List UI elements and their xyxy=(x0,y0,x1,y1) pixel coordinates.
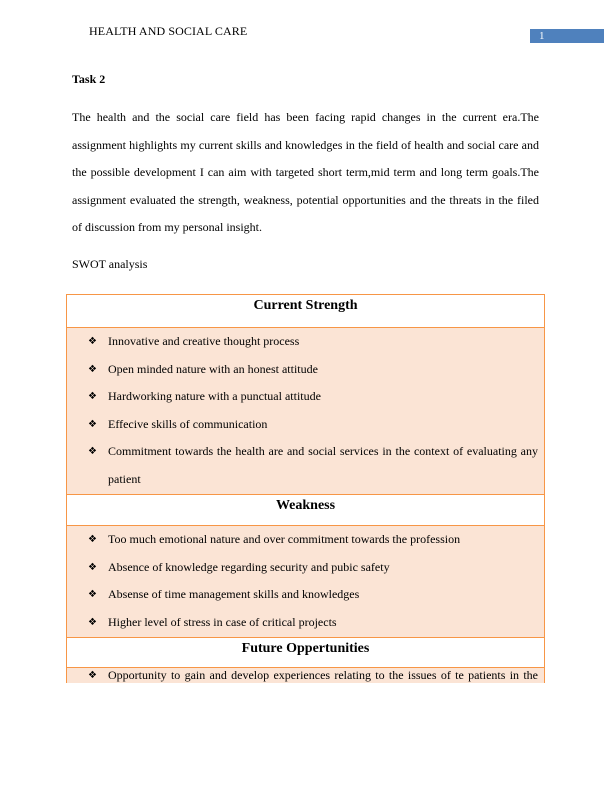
diamond-bullet-icon: ❖ xyxy=(88,561,97,573)
swot-table xyxy=(66,294,545,683)
intro-paragraph: The health and the social care field has been facing rapid changes in the current era.The assignment highlights my current skills and knowledges in the field of health and social care and the possible development I can aim with targeted short term,mid term and long term goals.The assignment evaluated the strength, weakness, potential opportunities and the threats in the filed of discussion from my personal insight. xyxy=(72,110,539,235)
list-item: ❖ Higher level of stress in case of critical projects xyxy=(67,609,544,637)
list-item: ❖ Absence of knowledge regarding security and pubic safety xyxy=(67,554,544,582)
diamond-bullet-icon: ❖ xyxy=(88,446,97,458)
diamond-bullet-icon: ❖ xyxy=(88,336,97,347)
diamond-bullet-icon: ❖ xyxy=(88,670,97,681)
diamond-bullet-icon: ❖ xyxy=(88,534,97,545)
list-item: ❖ Commitment towards the health are and social services in the context of evaluating any patient xyxy=(67,438,544,493)
list-item: ❖ Effecive skills of communication xyxy=(67,411,544,439)
opportunities-list xyxy=(67,668,544,683)
list-item: ❖ Innovative and creative thought process xyxy=(67,328,544,356)
diamond-bullet-icon: ❖ xyxy=(88,616,97,628)
opportunities-heading: Future Oppertunities xyxy=(67,638,544,668)
list-item: ❖ Too much emotional nature and over commitment towards the profession xyxy=(67,526,544,554)
strength-list xyxy=(67,328,544,495)
list-item: ❖ Open minded nature with an honest attitude xyxy=(67,356,544,384)
diamond-bullet-icon: ❖ xyxy=(88,418,97,430)
swot-label: SWOT analysis xyxy=(72,257,148,271)
running-header: HEALTH AND SOCIAL CARE xyxy=(89,24,248,38)
diamond-bullet-icon: ❖ xyxy=(88,363,97,375)
page-number: 1 xyxy=(530,29,604,43)
task-heading: Task 2 xyxy=(72,72,106,86)
list-item: ❖ Absense of time management skills and knowledges xyxy=(67,581,544,609)
weakness-list xyxy=(67,526,544,638)
diamond-bullet-icon: ❖ xyxy=(88,391,97,403)
diamond-bullet-icon: ❖ xyxy=(88,589,97,601)
weakness-heading: Weakness xyxy=(67,495,544,526)
list-item: ❖ Hardworking nature with a punctual attitude xyxy=(67,383,544,411)
list-item: ❖ Opportunity to gain and develop experiences relating to the issues of te patients in the xyxy=(88,668,538,682)
strength-heading: Current Strength xyxy=(67,295,544,328)
